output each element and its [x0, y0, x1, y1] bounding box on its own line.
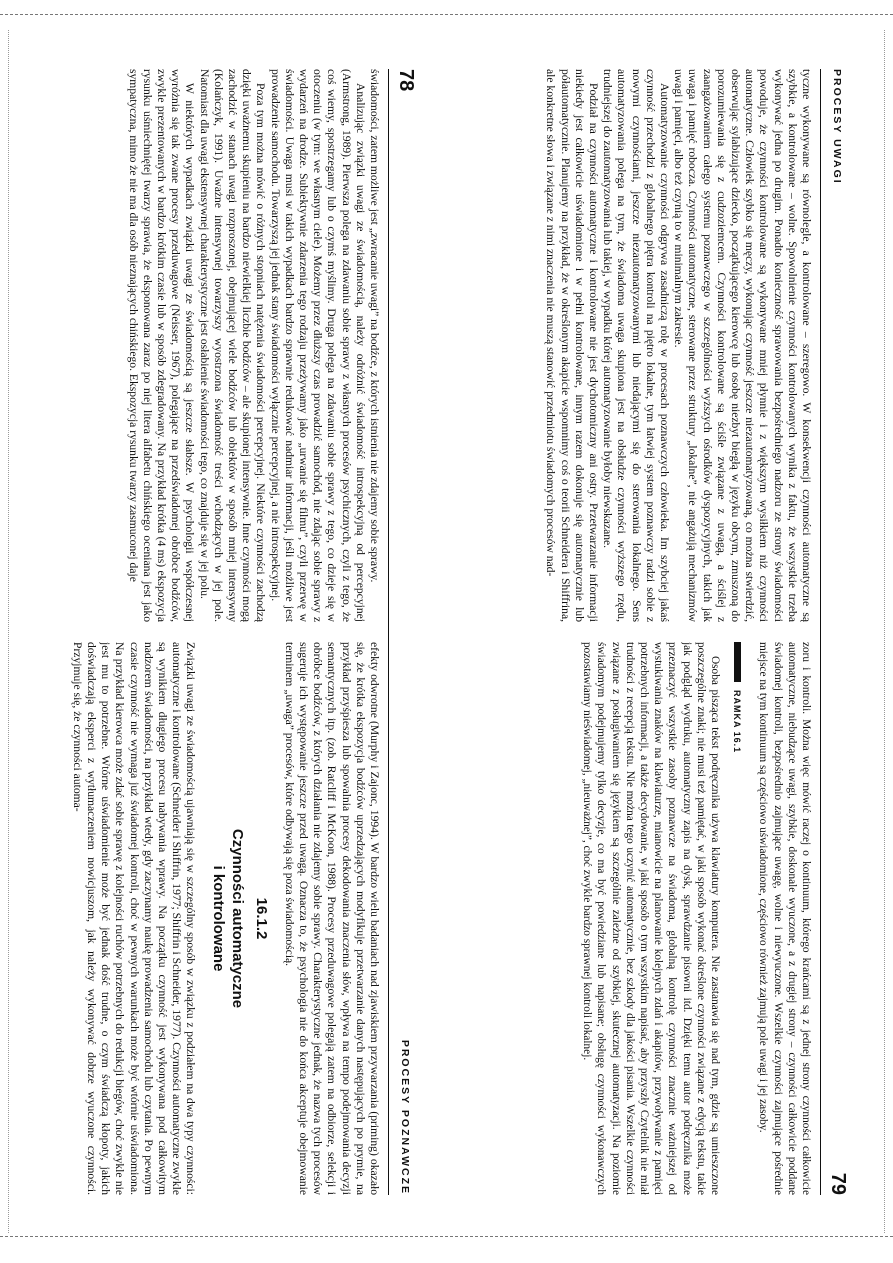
- column-79-1: [475, 69, 813, 622]
- page-number-78: 78: [395, 68, 417, 91]
- paragraph: W niektórych wypadkach związki uwagi ze świadomością są jeszcze słabsze. W psychologii współczesnej wyróżnia się tak zwane procesy przeduwagowe (Neisser, 1967), polegające na przedświadomej obróbce bodźców, zwykle prezentowanych w bardzo krótkim czasie lub w sposób zdegradowany. Na przykład krótka (4 ms) ekspozycja rysunku uśmiechniętej twarzy sprawia, że eksponowana zaraz po niej litera alfabetu chińskiego oceniana jest jako sympatyczna, mimo że nie ma dla osób nieznających chińskiego. Ekspozycja rysunku twarzy zasmuconej daje: [126, 68, 197, 622]
- section-number: 16.1.2: [252, 897, 270, 939]
- page-78-wrap: [20, 30, 440, 1233]
- paragraph: Poza tym można mówić o różnych stopniach natężenia świadomości percepcyjnej. Niektóre czynności zachodzą dzięki uważnemu skupieniu na bardzo niewielkiej liczbie bodźców – ale skupionej intensywnie. Inne czynności mogą zachodzić w stanach uwagi rozproszonej, obejmującej wiele bodźców lub obiektów w sposób mniej intensywny (Kolańczyk, 1991). Uważne intensywnej towarzyszy wyostrzona świadomość treści wchodzących w jej pole. Natomiast dla uwagi ekstensywnej charakterystyczne jest osłabienie świadomości tego, co znajduje się w jej polu.: [197, 68, 268, 622]
- box-label-bar: [734, 642, 741, 682]
- running-title-79: PROCESY UWAGI: [831, 68, 843, 185]
- scan-edge-right: [884, 30, 885, 1233]
- page-number-79: 79: [827, 1172, 849, 1195]
- running-head-78: [388, 69, 419, 1195]
- page-79: [467, 57, 857, 1207]
- paragraph: zoru i kontroli. Można więc mówić raczej o kontinuum, którego krańcami są z jednej strony czynności całkowicie automatyczne, niebudzące uwagi, szybkie, doskonale wyuczone, a z drugiej strony – czynności całkowicie poddane świadomej kontroli, bezpośrednio zajmujące uwagę, wolne i niewyuczone. Wszelkie czynności zajmujące pośrednie miejsce na tym kontinuum są częściowo uświadomione, częściowo również zajmują pole uwagi i jej zasoby.: [757, 641, 812, 1195]
- box-label-text: RAMKA 16.1: [732, 689, 743, 753]
- section-title: Czynności automatyczne i kontrolowane: [210, 828, 247, 1008]
- scan-edge-top: [0, 14, 893, 15]
- paragraph: Automatyzowanie czynności odgrywa zasadniczą rolę w procesach poznawczych człowieka. Im szybciej jakaś czynność przechodzi z globalnego piętra kontroli na piętro lokalne, tym łatwiej system poznawczy radzi sobie z nowymi czynnościami, jeszcze niezautomatyzowanymi lub niedającymi się do sterowania lokalnego. Sens automatyzowania polega na tym, że świadoma uwaga skupiona jest na obsłudze czynności wyższego rzędu, trudniejszej do zautomatyzowania lub takiej, w wypadku której automatyzowanie byłoby niewskazane.: [601, 68, 671, 622]
- scan-edge-bottom: [0, 1236, 893, 1237]
- running-title-78: PROCESY POZNAWCZE: [399, 1039, 411, 1195]
- paragraph: świadomości, zatem możliwe jest „zwracanie uwagi” na bodźce, z których istnienia nie zdajemy sobie sprawy.: [368, 68, 381, 582]
- paragraph: Związki uwagi ze świadomością ujawniają się w szczególny sposób w związku z podziałem na dwa typy czynności: automatyczne i kontrolowane (Schneider i Shiffrin, 1977; Shiffrin i Schneider, 1977). Czynności automatyczne zwykle są wynikiem długiego procesu nabywania wprawy. Na początku czynność jest wykonywana pod całkowitym nadzorem świadomości, na przykład wtedy, gdy zaczynamy naukę prowadzenia samochodu lub czytania. Po pewnym czasie czynność nie wymaga już świadomej kontroli, choć w pewnych warunkach może być wtórnie uświadomiona. Na przykład kierowca może zdać sobie sprawę z kolejności ruchów potrzebnych do redukcji biegów, choć zwykle nie jest mu to potrzebne. Wtórne uświadomienie może być jednak dość trudne, o czym świadczą kłopoty, jakich doświadczają eksperci z wytłumaczeniem nowicjuszom, jak należy wykonywać dobrze wyuczone czynności. Przyjmuje się, że czynności automa-: [70, 641, 198, 1195]
- paragraph: Podział na czynności automatyczne i kontrolowane nie jest dychotomiczny ani ostry. Przetwarzanie informacji niekiedy jest całkowicie uświadomione i w pełni kontrolowane, innym razem dokonuje się automatycznie lub półautomatycznie. Planujemy na przykład, że w określonym akapicie wspomnimy coś o teorii Schneidera i Shiffrina, ale konkretne słowa i związane z nimi znaczenia nie muszą stanowić przedmiotu świadomych procesów nad-: [544, 68, 600, 622]
- column-78-2: [43, 642, 381, 1195]
- box-paragraph: Osoba pisząca tekst podręcznika używa klawiatury komputera. Nie zastanawia się nad tym, gdzie są umieszczone poszczególne znaki; nie musi też pamiętać, w jaki sposób wykonać określone czynności związane z edycją tekstu, takie jak podgląd wydruku, automatyczny zapis na dysk, sprawdzanie pisowni itd. Dzięki temu autor podręcznika może przeznaczyć wszystkie zasoby poznawcze na świadoma, globalną kontrolę czynności znacznie ważniejszej od wystukiwania znaków na klawiaturze, mianowicie na planowanie kolejnych zdań i akapitów, przywoływanie z pamięci potrzebnych informacji, a także decydowanie, w jaki sposób o tym wszystkim napisać, aby przyszły Czytelnik nie miał trudności z recepcją tekstu. Nie można tego uczynić automatycznie, bez szkody dla jakości pisania. Wszelkie czynności związane z posługiwaniem się językiem są szczególnie zależne od szybkiej, skutecznej automatyzacji. Na poziomie świadomym podejmujemy tylko decyzje, co ma być powiedziane lub napisane; obsługę czynności wykonawczych pozostawiamy nieświadomej, „nieuważnej”, choć zwykle bardzo sprawnej kontroli lokalnej.: [581, 641, 721, 1195]
- paragraph: Analizując związki uwagi ze świadomością, należy odróżnić świadomość introspekcyjną od percepcyjnej (Armstrong, 1989). Pierwsza polega na zdawaniu sobie sprawy z własnych procesów psychicznych, czyli z tego, że coś wiemy, spostrzegamy lub o czymś myślimy. Druga polega na zdawaniu sobie sprawy z tego, co dzieje się w otoczeniu (w tym: we własnym ciele). Możemy przez dłuższy czas prowadzić samochód, nie zdając sobie sprawy z wydarzeń na drodze. Subiektywnie zdarzenia tego rodzaju przeżywamy jako „urwanie się filmu”, czyli przerwę w świadomości. Uwaga musi w takich wypadkach bardzo sprawnie redukować nadmiar informacji, jeśli możliwe jest prowadzenie samochodu. Towarzyszą jej jednak stany świadomości wyłącznie percepcyjnej, a nie introspekcyjnej.: [268, 68, 367, 622]
- column-79-2: [475, 642, 813, 1195]
- paragraph: efekty odwrotne (Murphy i Zajonc, 1994). W bardzo wielu badaniach nad zjawiskiem przywarzania (priming) okazało się, że krótka ekspozycja bodźców uprzedzających modyfikuje przetwarzanie danych następujących po prymie, na przykład przyśpiesza lub spowalnia procesy dekodowania znaczenia słów, wpływa na tempo podejmowania decyzji semantycznych itp. (zob. Ratcliff i McKoon, 1988). Procesy przeduwagowe polegają zatem na odbiorze, selekcji i obróbce bodźców, z których działania nie zdajemy sobie sprawy. Charakterystyczne jednak, że nazwa tych procesów sugeruje ich występowanie jeszcze przed uwagą. Oznacza to, że psychologia nie do końca akceptuje obejmowanie terminem „uwaga” procesów, które odbywają się poza świadomością.: [282, 641, 381, 1195]
- scan-edge-left: [8, 30, 9, 1233]
- running-head-79: [820, 69, 851, 1195]
- paragraph: tyczne wykonywane są równolegle, a kontrolowane – szeregowo. W konsekwencji czynności automatyczne są szybkie, a kontrolowane – wolne. Spowolnienie czynności kontrolowanych wynika z faktu, że wszystkie trzeba wykonywać jedna po drugim. Ponadto konieczność sprawowania bezpośredniego nadzoru ze strony świadomości powoduje, że czynności kontrolowane są wykonywane mniej płynnie i z większym wysiłkiem niż czynności automatyczne. Człowiek szybko się męczy, wykonując czynność jeszcze niezautomatyzowaną, co można stwierdzić, obserwując sylabizujące dziecko, początkującego kierowcę lub osobę niezbyt biegłą w języku obcym, zmuszoną do porozumiewania się z cudzoziemcem. Czynności kontrolowane są ściśle związane z uwagą, a ściślej z zaangażowaniem całego systemu poznawczego w szczególności wyższych ośrodków dyspozycyjnych, takich jak uwaga i pamięć robocza. Czynności automatyczne, sterowane przez struktury „lokalne”, nie angażują mechanizmów uwagi i pamięci, albo też czynią to w minimalnym zakresie.: [672, 68, 813, 622]
- page-78: [35, 57, 425, 1207]
- box-label: [730, 642, 744, 1195]
- page-79-wrap: [452, 30, 872, 1233]
- column-78-1: [43, 69, 381, 622]
- section-heading: [209, 642, 270, 1195]
